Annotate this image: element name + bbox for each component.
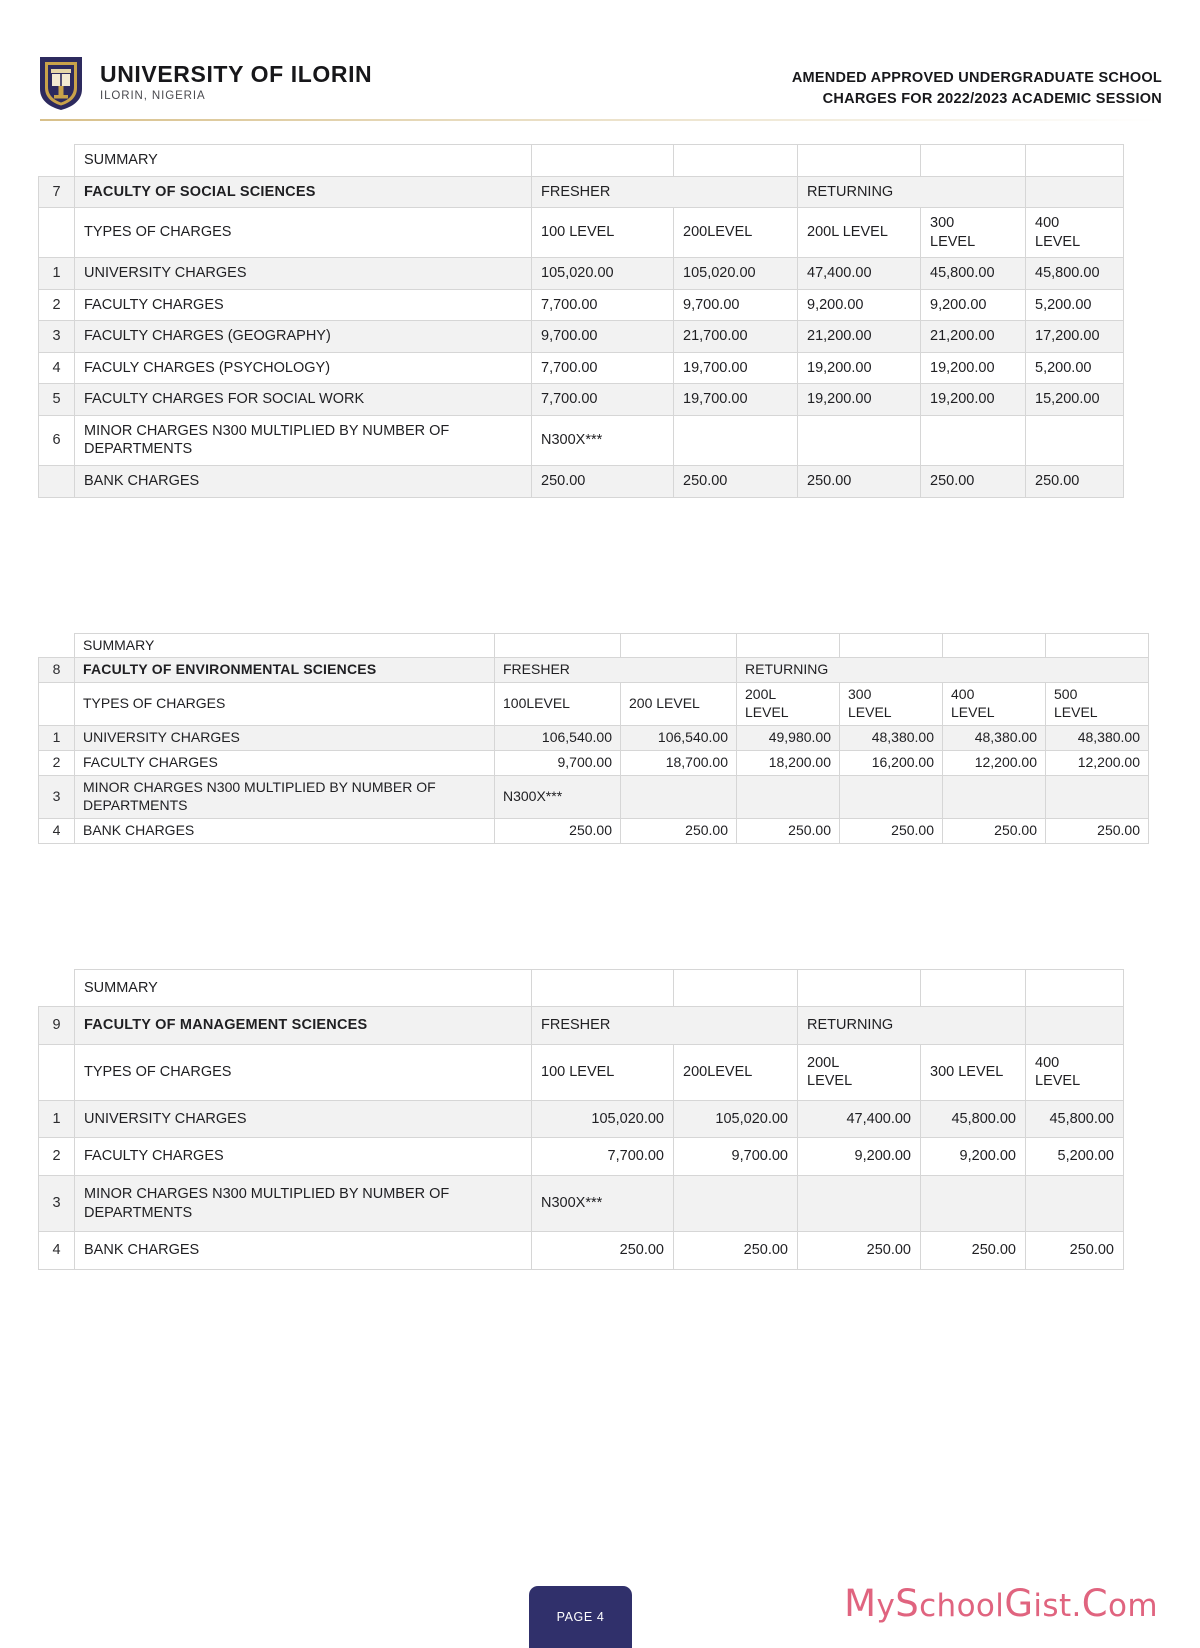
row-value-3 xyxy=(737,776,840,819)
row-value-1: 7,700.00 xyxy=(532,289,674,321)
row-value-3: 250.00 xyxy=(798,466,921,498)
faculty-charges-table-environmental-sciences xyxy=(38,633,1149,844)
faculty-name: FACULTY OF MANAGEMENT SCIENCES xyxy=(75,1007,532,1045)
table-row xyxy=(39,415,1124,465)
row-value-5: 12,200.00 xyxy=(943,751,1046,776)
level-column-header-6: 500 LEVEL xyxy=(1046,683,1149,726)
row-value-2: 21,700.00 xyxy=(674,321,798,353)
row-number: 3 xyxy=(39,1176,75,1232)
row-value-4: 16,200.00 xyxy=(840,751,943,776)
row-label: UNIVERSITY CHARGES xyxy=(75,726,495,751)
table-row xyxy=(39,751,1149,776)
row-value-5: 15,200.00 xyxy=(1026,384,1124,416)
row-value-2 xyxy=(621,776,737,819)
faculty-name: FACULTY OF ENVIRONMENTAL SCIENCES xyxy=(75,658,495,683)
level-column-header-2: 200LEVEL xyxy=(674,1044,798,1100)
row-value-1: 7,700.00 xyxy=(532,352,674,384)
level-column-header-5: 400 LEVEL xyxy=(1026,208,1124,258)
faculty-index: 7 xyxy=(39,176,75,208)
column-header-index xyxy=(39,208,75,258)
table-row xyxy=(39,384,1124,416)
row-value-4: 48,380.00 xyxy=(840,726,943,751)
document-title-line-2: CHARGES FOR 2022/2023 ACADEMIC SESSION xyxy=(822,91,1162,108)
table-body-2 xyxy=(39,633,1149,843)
table-row xyxy=(39,466,1124,498)
column-header-index xyxy=(39,683,75,726)
table-row xyxy=(39,1176,1124,1232)
fresher-group-header: FRESHER xyxy=(532,176,798,208)
row-value-6: 250.00 xyxy=(1046,818,1149,843)
row-label: MINOR CHARGES N300 MULTIPLIED BY NUMBER OF DEPARTMENTS xyxy=(75,415,532,465)
summary-blank-cell xyxy=(1026,969,1124,1007)
row-value-1: 7,700.00 xyxy=(532,384,674,416)
faculty-row-blank-cell xyxy=(1026,1007,1124,1045)
row-value-2 xyxy=(674,1176,798,1232)
row-value-1: 9,700.00 xyxy=(495,751,621,776)
document-title-line-1: AMENDED APPROVED UNDERGRADUATE SCHOOL xyxy=(791,70,1162,86)
types-of-charges-header: TYPES OF CHARGES xyxy=(75,1044,532,1100)
row-value-5: 48,380.00 xyxy=(943,726,1046,751)
row-value-2: 106,540.00 xyxy=(621,726,737,751)
row-value-1: 250.00 xyxy=(532,1232,674,1270)
row-value-4 xyxy=(921,1176,1026,1232)
row-label: FACULTY CHARGES xyxy=(75,751,495,776)
row-value-2: 250.00 xyxy=(674,466,798,498)
summary-blank-cell xyxy=(943,633,1046,658)
row-value-2: 250.00 xyxy=(621,818,737,843)
row-value-4: 21,200.00 xyxy=(921,321,1026,353)
row-value-4: 250.00 xyxy=(921,1232,1026,1270)
table-row-faculty xyxy=(39,1007,1124,1045)
row-value-1: N300X*** xyxy=(495,776,621,819)
row-value-5: 250.00 xyxy=(1026,1232,1124,1270)
types-of-charges-header: TYPES OF CHARGES xyxy=(75,208,532,258)
summary-blank-cell xyxy=(798,969,921,1007)
faculty-charges-table-management-sciences xyxy=(38,969,1124,1270)
row-value-6: 48,380.00 xyxy=(1046,726,1149,751)
level-column-header-4: 300 LEVEL xyxy=(840,683,943,726)
row-value-5: 17,200.00 xyxy=(1026,321,1124,353)
faculty-charges-table-social-sciences xyxy=(38,144,1124,498)
row-value-4: 19,200.00 xyxy=(921,352,1026,384)
row-value-2: 19,700.00 xyxy=(674,352,798,384)
row-value-2: 105,020.00 xyxy=(674,258,798,290)
summary-blank-cell xyxy=(840,633,943,658)
table-row xyxy=(39,1232,1124,1270)
row-value-5 xyxy=(943,776,1046,819)
summary-label: SUMMARY xyxy=(75,633,495,658)
row-value-4 xyxy=(840,776,943,819)
row-label: BANK CHARGES xyxy=(75,1232,532,1270)
summary-blank-cell xyxy=(798,145,921,177)
summary-blank-cell xyxy=(674,969,798,1007)
row-value-2: 9,700.00 xyxy=(674,289,798,321)
table-row-summary xyxy=(39,633,1149,658)
row-number: 1 xyxy=(39,258,75,290)
row-value-4: 45,800.00 xyxy=(921,1100,1026,1138)
row-label: FACULY CHARGES (PSYCHOLOGY) xyxy=(75,352,532,384)
row-value-5: 250.00 xyxy=(943,818,1046,843)
faculty-index: 9 xyxy=(39,1007,75,1045)
row-number: 2 xyxy=(39,289,75,321)
university-crest-icon xyxy=(38,55,84,111)
table-row-column-headers xyxy=(39,683,1149,726)
row-value-5 xyxy=(1026,415,1124,465)
summary-blank-cell xyxy=(921,969,1026,1007)
brand-block xyxy=(38,55,372,111)
row-value-5: 5,200.00 xyxy=(1026,1138,1124,1176)
table-row xyxy=(39,289,1124,321)
level-column-header-1: 100 LEVEL xyxy=(532,1044,674,1100)
row-value-1: 7,700.00 xyxy=(532,1138,674,1176)
table-row-faculty xyxy=(39,176,1124,208)
watermark-myschoolgist: MySchoolGist.Com xyxy=(844,1582,1158,1625)
row-number: 4 xyxy=(39,1232,75,1270)
summary-blank-cell xyxy=(532,145,674,177)
table-row-column-headers xyxy=(39,1044,1124,1100)
table-row-faculty xyxy=(39,658,1149,683)
summary-index-cell xyxy=(39,969,75,1007)
row-value-4: 45,800.00 xyxy=(921,258,1026,290)
row-value-4: 19,200.00 xyxy=(921,384,1026,416)
table-row xyxy=(39,1100,1124,1138)
document-header xyxy=(0,0,1200,111)
level-column-header-4: 300 LEVEL xyxy=(921,208,1026,258)
faculty-row-blank-cell xyxy=(1026,176,1124,208)
row-value-2 xyxy=(674,415,798,465)
row-value-1: N300X*** xyxy=(532,1176,674,1232)
row-value-3: 19,200.00 xyxy=(798,352,921,384)
fresher-group-header: FRESHER xyxy=(532,1007,798,1045)
row-number: 3 xyxy=(39,776,75,819)
row-value-1: N300X*** xyxy=(532,415,674,465)
summary-blank-cell xyxy=(532,969,674,1007)
table-row xyxy=(39,321,1124,353)
table-row xyxy=(39,258,1124,290)
row-number: 4 xyxy=(39,352,75,384)
row-label: BANK CHARGES xyxy=(75,466,532,498)
row-label: FACULTY CHARGES xyxy=(75,1138,532,1176)
summary-label: SUMMARY xyxy=(75,969,532,1007)
table-row-summary xyxy=(39,969,1124,1007)
level-column-header-4: 300 LEVEL xyxy=(921,1044,1026,1100)
row-value-3: 21,200.00 xyxy=(798,321,921,353)
row-value-6: 12,200.00 xyxy=(1046,751,1149,776)
row-number: 1 xyxy=(39,726,75,751)
returning-group-header: RETURNING xyxy=(737,658,1149,683)
row-value-1: 105,020.00 xyxy=(532,258,674,290)
types-of-charges-header: TYPES OF CHARGES xyxy=(75,683,495,726)
header-divider xyxy=(40,119,1160,121)
row-value-2: 250.00 xyxy=(674,1232,798,1270)
row-value-4 xyxy=(921,415,1026,465)
table-row xyxy=(39,726,1149,751)
row-label: UNIVERSITY CHARGES xyxy=(75,1100,532,1138)
row-value-3: 9,200.00 xyxy=(798,1138,921,1176)
summary-blank-cell xyxy=(1026,145,1124,177)
faculty-index: 8 xyxy=(39,658,75,683)
row-value-2: 9,700.00 xyxy=(674,1138,798,1176)
row-value-5: 5,200.00 xyxy=(1026,289,1124,321)
row-value-4: 250.00 xyxy=(840,818,943,843)
row-label: MINOR CHARGES N300 MULTIPLIED BY NUMBER OF DEPARTMENTS xyxy=(75,776,495,819)
row-value-2: 19,700.00 xyxy=(674,384,798,416)
row-value-3: 47,400.00 xyxy=(798,1100,921,1138)
row-value-5: 45,800.00 xyxy=(1026,1100,1124,1138)
level-column-header-5: 400 LEVEL xyxy=(943,683,1046,726)
row-value-4: 9,200.00 xyxy=(921,289,1026,321)
row-value-5: 250.00 xyxy=(1026,466,1124,498)
row-value-3: 47,400.00 xyxy=(798,258,921,290)
row-value-3: 19,200.00 xyxy=(798,384,921,416)
page-footer xyxy=(0,1528,1200,1648)
level-column-header-5: 400 LEVEL xyxy=(1026,1044,1124,1100)
row-number: 5 xyxy=(39,384,75,416)
summary-label: SUMMARY xyxy=(75,145,532,177)
row-value-6 xyxy=(1046,776,1149,819)
summary-blank-cell xyxy=(1046,633,1149,658)
row-number: 2 xyxy=(39,1138,75,1176)
row-value-3 xyxy=(798,415,921,465)
summary-blank-cell xyxy=(495,633,621,658)
fresher-group-header: FRESHER xyxy=(495,658,737,683)
table-row xyxy=(39,818,1149,843)
row-value-2: 105,020.00 xyxy=(674,1100,798,1138)
row-label: MINOR CHARGES N300 MULTIPLIED BY NUMBER OF DEPARTMENTS xyxy=(75,1176,532,1232)
row-value-1: 105,020.00 xyxy=(532,1100,674,1138)
summary-blank-cell xyxy=(621,633,737,658)
level-column-header-2: 200 LEVEL xyxy=(621,683,737,726)
row-value-3: 9,200.00 xyxy=(798,289,921,321)
charges-tables xyxy=(0,144,1200,1270)
table-row-column-headers xyxy=(39,208,1124,258)
table-row xyxy=(39,1138,1124,1176)
row-number: 2 xyxy=(39,751,75,776)
row-value-1: 250.00 xyxy=(495,818,621,843)
row-value-5: 45,800.00 xyxy=(1026,258,1124,290)
row-value-3: 49,980.00 xyxy=(737,726,840,751)
row-value-3 xyxy=(798,1176,921,1232)
row-value-4: 250.00 xyxy=(921,466,1026,498)
summary-index-cell xyxy=(39,633,75,658)
row-value-5 xyxy=(1026,1176,1124,1232)
level-column-header-2: 200LEVEL xyxy=(674,208,798,258)
row-label: FACULTY CHARGES (GEOGRAPHY) xyxy=(75,321,532,353)
row-value-3: 250.00 xyxy=(798,1232,921,1270)
returning-group-header: RETURNING xyxy=(798,176,1026,208)
summary-blank-cell xyxy=(737,633,840,658)
row-value-5: 5,200.00 xyxy=(1026,352,1124,384)
row-value-1: 250.00 xyxy=(532,466,674,498)
level-column-header-1: 100LEVEL xyxy=(495,683,621,726)
row-value-3: 250.00 xyxy=(737,818,840,843)
university-name: UNIVERSITY OF ILORIN xyxy=(100,61,373,88)
returning-group-header: RETURNING xyxy=(798,1007,1026,1045)
university-location: ILORIN, NIGERIA xyxy=(100,90,206,103)
level-column-header-1: 100 LEVEL xyxy=(532,208,674,258)
table-body-1 xyxy=(39,145,1124,498)
summary-blank-cell xyxy=(921,145,1026,177)
row-label: FACULTY CHARGES xyxy=(75,289,532,321)
table-row-summary xyxy=(39,145,1124,177)
page-number-badge: PAGE 4 xyxy=(529,1586,632,1648)
level-column-header-3: 200L LEVEL xyxy=(798,1044,921,1100)
document-title xyxy=(792,55,1162,110)
row-value-2: 18,700.00 xyxy=(621,751,737,776)
row-value-3: 18,200.00 xyxy=(737,751,840,776)
level-column-header-3: 200L LEVEL xyxy=(737,683,840,726)
row-number xyxy=(39,466,75,498)
row-number: 3 xyxy=(39,321,75,353)
row-label: FACULTY CHARGES FOR SOCIAL WORK xyxy=(75,384,532,416)
column-header-index xyxy=(39,1044,75,1100)
faculty-name: FACULTY OF SOCIAL SCIENCES xyxy=(75,176,532,208)
table-row xyxy=(39,776,1149,819)
row-label: UNIVERSITY CHARGES xyxy=(75,258,532,290)
row-number: 1 xyxy=(39,1100,75,1138)
level-column-header-3: 200L LEVEL xyxy=(798,208,921,258)
summary-blank-cell xyxy=(674,145,798,177)
summary-index-cell xyxy=(39,145,75,177)
row-value-1: 9,700.00 xyxy=(532,321,674,353)
row-number: 6 xyxy=(39,415,75,465)
row-number: 4 xyxy=(39,818,75,843)
table-row xyxy=(39,352,1124,384)
table-body-3 xyxy=(39,969,1124,1269)
row-label: BANK CHARGES xyxy=(75,818,495,843)
row-value-1: 106,540.00 xyxy=(495,726,621,751)
row-value-4: 9,200.00 xyxy=(921,1138,1026,1176)
